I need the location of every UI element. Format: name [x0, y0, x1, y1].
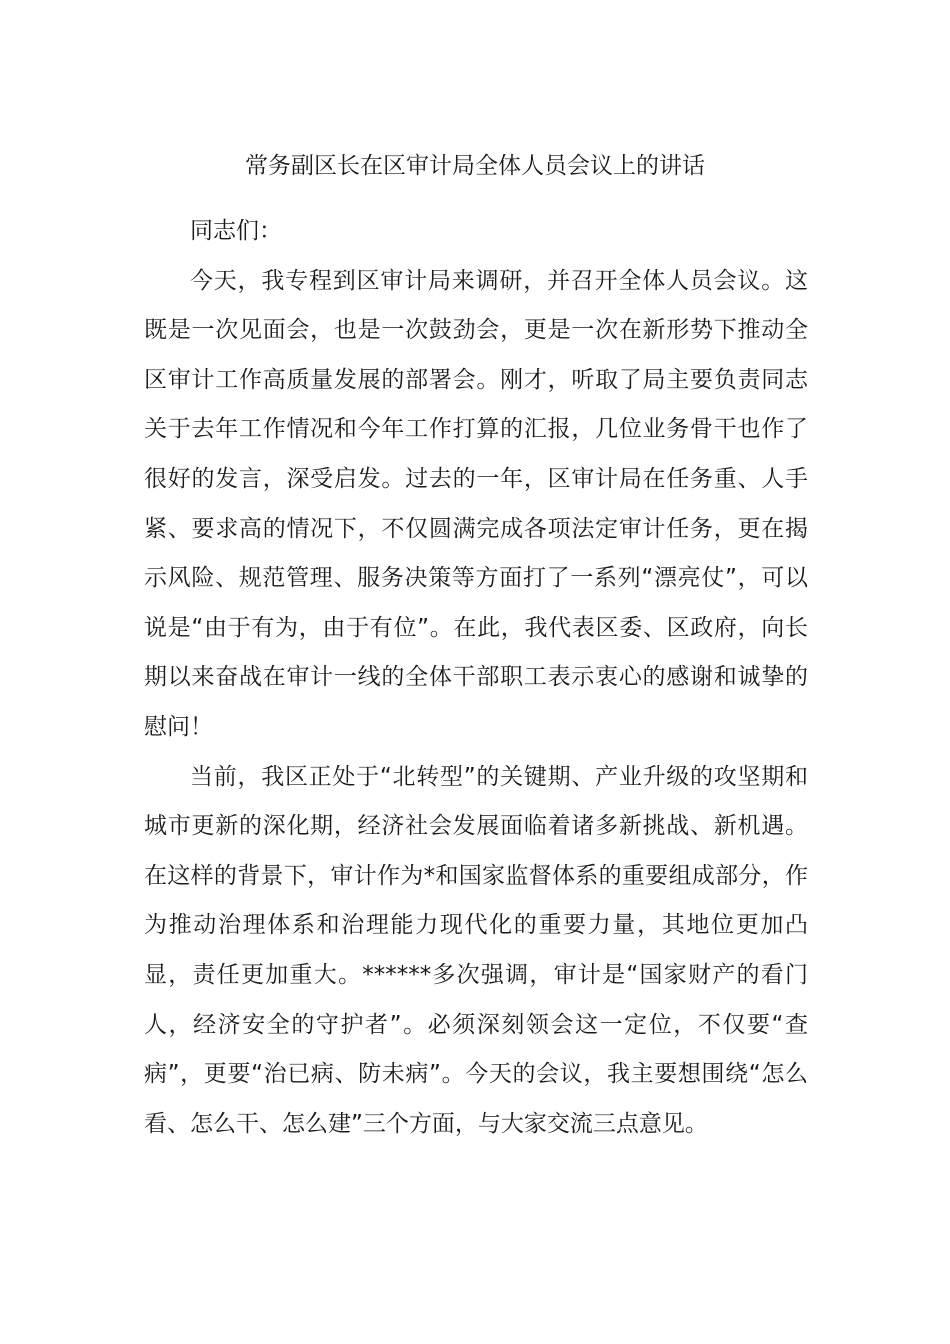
paragraph: 今天，我专程到区审计局来调研，并召开全体人员会议。这既是一次见面会，也是一次鼓劲会，更是一次在新形势下推动全区审计工作高质量发展的部署会。刚才，听取了局主要负责同志关于去年工作情况和今年工作打算的汇报，几位业务骨干也作了很好的发言，深受启发。过去的一年，区审计局在任务重、人手紧、要求高的情况下，不仅圆满完成各项法定审计任务，更在揭示风险、规范管理、服务决策等方面打了一系列“漂亮仗”，可以说是“由于有为，由于有位”。在此，我代表区委、区政府，向长期以来奋战在审计一线的全体干部职工表示衷心的感谢和诚挚的慰问！ — [144, 267, 808, 740]
document-title: 常务副区长在区审计局全体人员会议上的讲话 — [245, 153, 705, 179]
document-body — [144, 207, 808, 1149]
salutation: 同志们： — [190, 218, 282, 244]
paragraph: 当前，我区正处于“北转型”的关键期、产业升级的攻坚期和城市更新的深化期，经济社会发展面临着诸多新挑战、新机遇。在这样的背景下，审计作为*和国家监督体系的重要组成部分，作为推动治理体系和治理能力现代化的重要力量，其地位更加凸显，责任更加重大。******多次强调，审计是“国家财产的看门人，经济安全的守护者”。必须深刻领会这一定位，不仅要“查病”，更要“治已病、防未病”。今天的会议，我主要想围绕“怎么看、怎么干、怎么建”三个方面，与大家交流三点意见。 — [144, 763, 808, 1137]
